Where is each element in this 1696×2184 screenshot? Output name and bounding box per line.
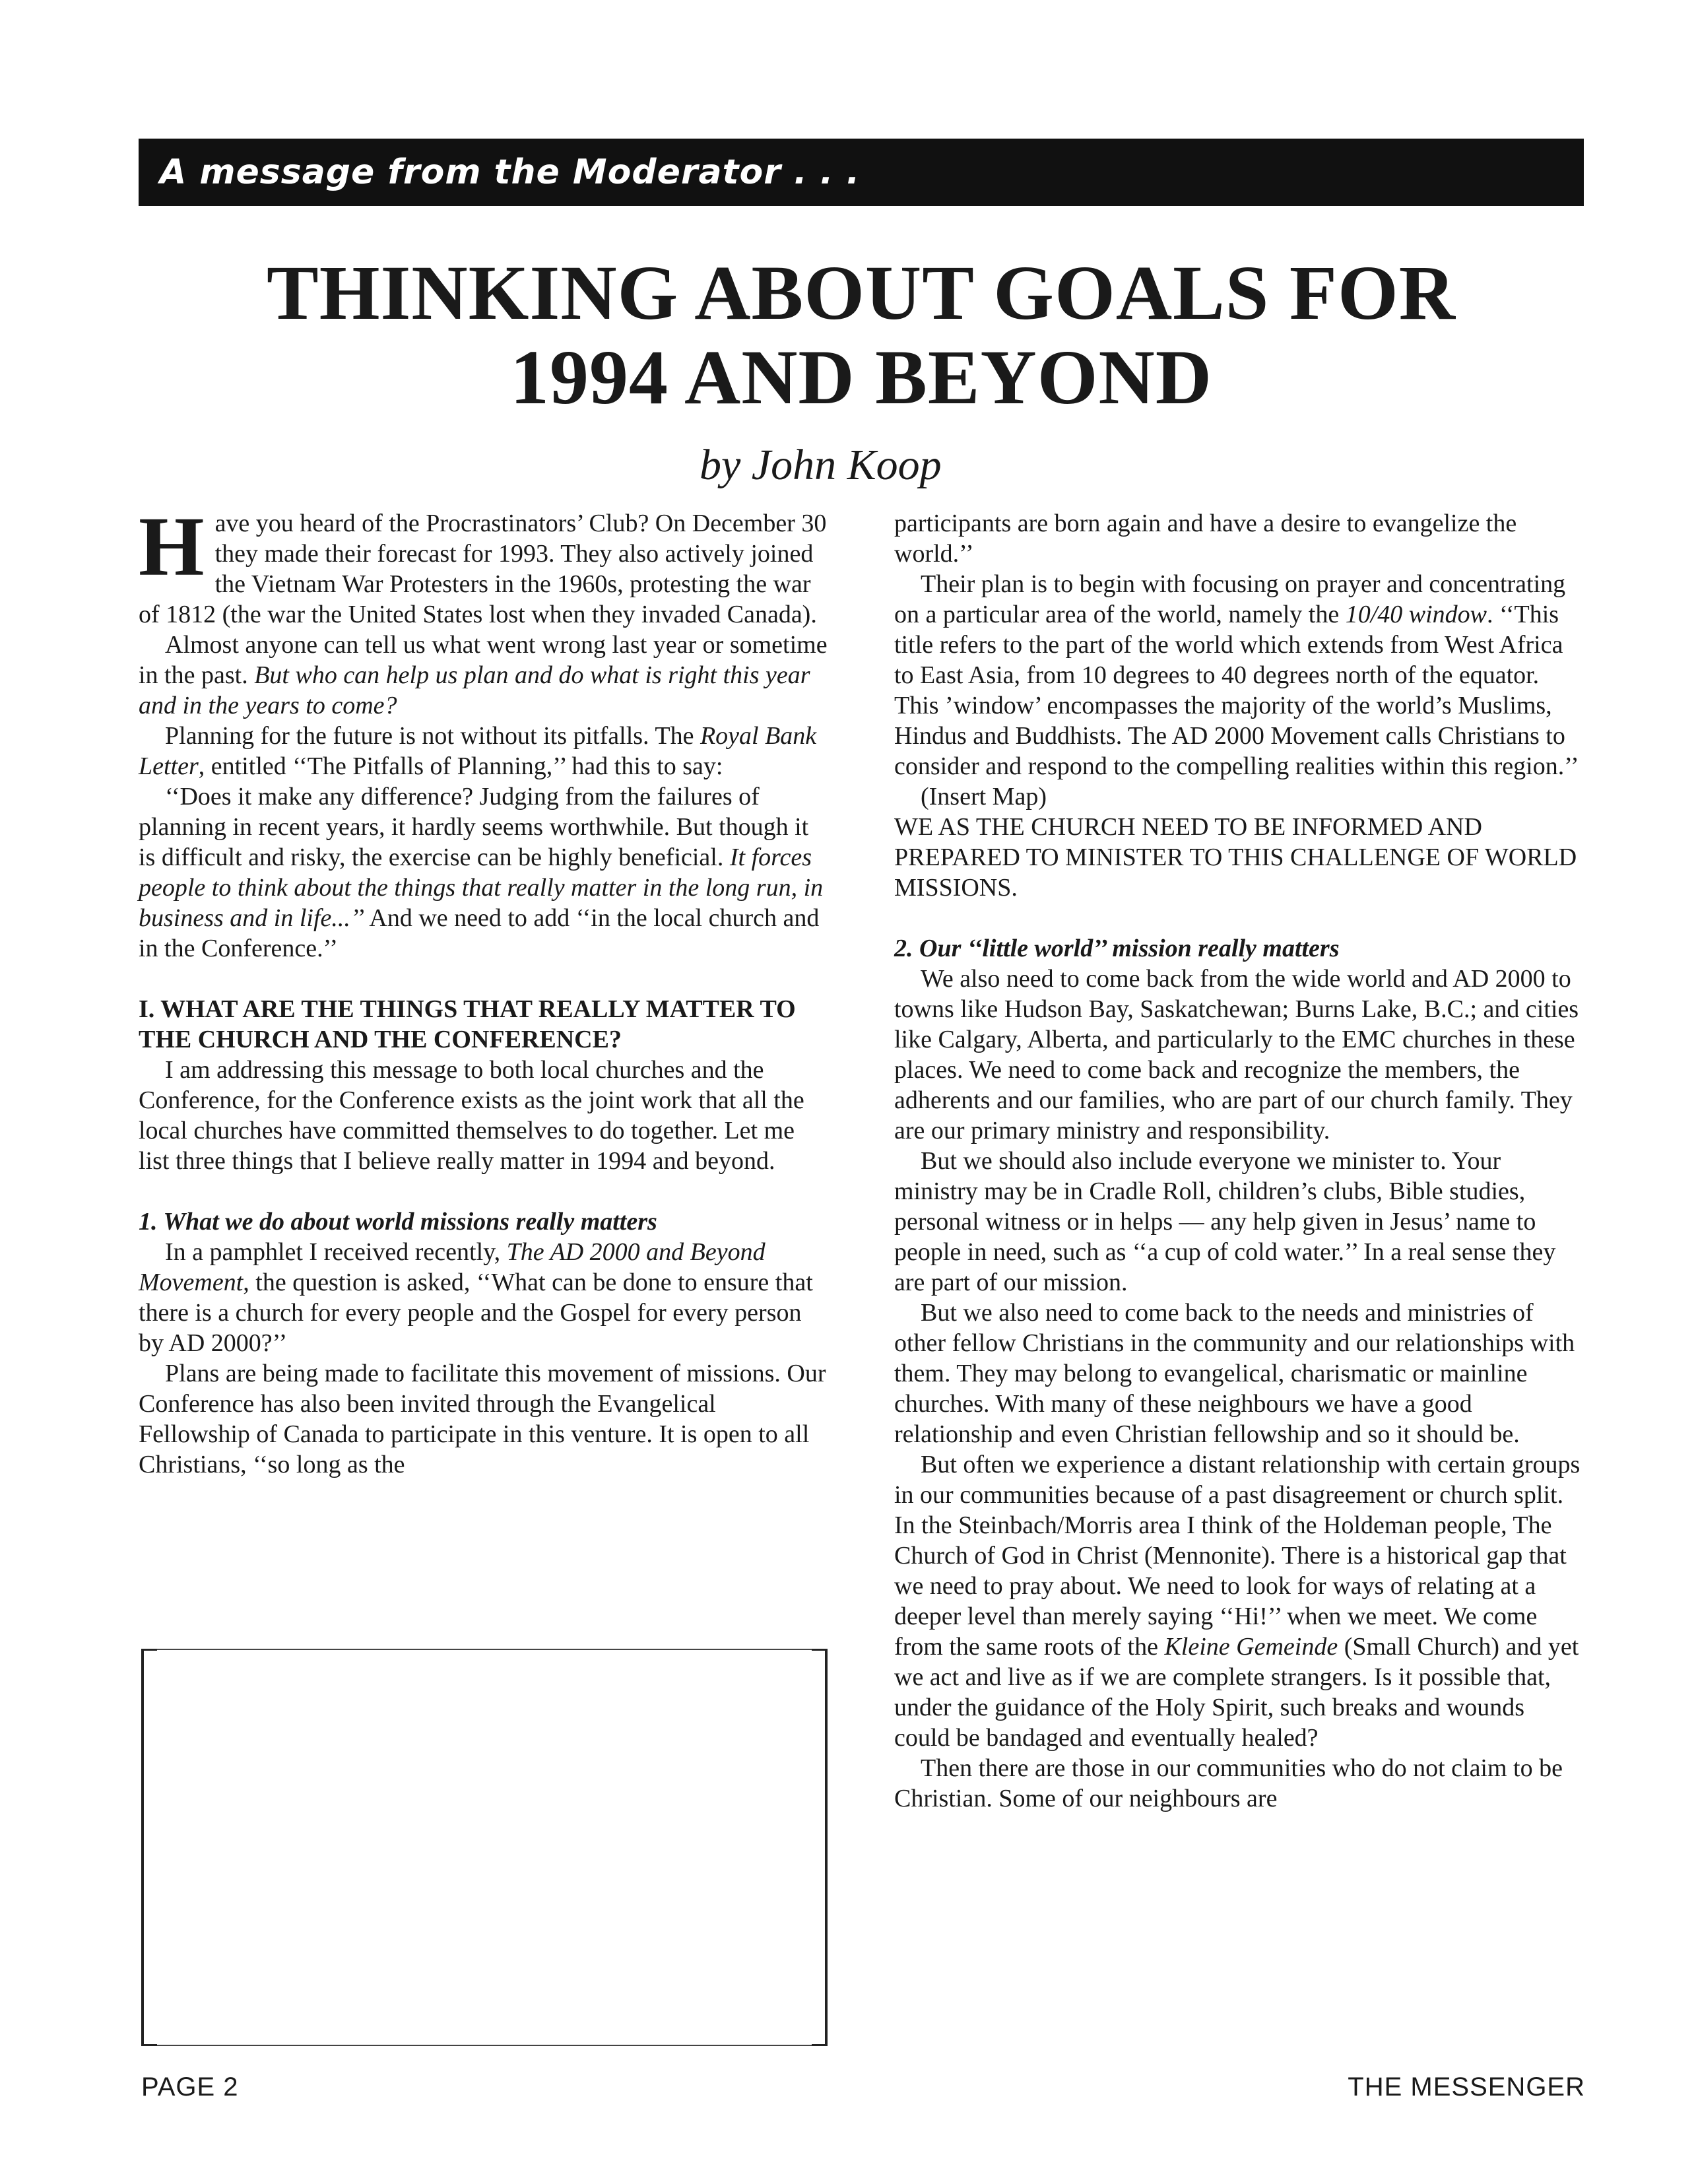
emphasis-text: 10/40 window — [1345, 601, 1487, 628]
right-column — [894, 508, 1584, 1814]
byline: by John Koop — [700, 441, 942, 489]
publication-title: Royal Bank Letter — [139, 722, 817, 780]
subheading: 2. Our ‘‘little world’’ mission really matters — [894, 935, 1340, 962]
publication-name: THE MESSENGER — [1348, 2072, 1585, 2101]
paragraph — [139, 500, 828, 630]
drop-cap: H — [139, 500, 205, 593]
paragraph-text: , entitled ‘‘The Pitfalls of Planning,’’ had this to say: — [198, 752, 723, 780]
publication-title: The AD 2000 and Beyond Movement — [139, 1238, 766, 1296]
paragraph: But we also need to come back to the needs and ministries of other fellow Christians in the community and our relationships with them. They may belong to evangelical, charismatic or mainline churches. With many of these neighbours we have a good relationship and even Christian fellowship and so it should be. — [894, 1299, 1575, 1448]
paragraph-text: Almost anyone can tell us what went wrong last year or sometime in the past. — [139, 631, 828, 689]
paragraph — [139, 721, 828, 781]
paragraph-text: . ‘‘This title refers to the part of the world which extends from West Africa to East Asia, from 10 degrees to 40 degrees north of the equator. This ’window’ encompasses the majority of the world’s Muslims, Hindus and Buddhists. The AD 2000 Movement calls Christians to consider and respond to the compelling realities within this region.’’ — [894, 601, 1579, 780]
emphasis-text: But who can help us plan and do what is right this year and in the years to come? — [139, 661, 810, 719]
paragraph: (Insert Map) — [921, 783, 1047, 811]
title-line-1: THINKING ABOUT GOALS FOR — [266, 249, 1456, 336]
paragraph — [894, 569, 1584, 781]
paragraph: WE AS THE CHURCH NEED TO BE INFORMED AND PREPARED TO MINISTER TO THIS CHALLENGE OF WORLD MISSIONS. — [894, 813, 1577, 902]
left-column — [139, 500, 828, 1480]
article-title — [139, 251, 1584, 420]
paragraph-text: ave you heard of the Procrastinators’ Club? On December 30 they made their forecast for 1993. They also actively joined the Vietnam War Protesters in the 1960s, protesting the war of 1812 (the war the United States lost when they invaded Canada). — [139, 510, 827, 628]
paragraph — [139, 630, 828, 721]
page-number: PAGE 2 — [141, 2072, 239, 2101]
map-insert-frame — [141, 1649, 828, 2046]
paragraph: I am addressing this message to both local churches and the Conference, for the Conference exists as the joint work that all the local churches have committed themselves to do together. Let me list three things that I believe really matter in 1994 and beyond. — [139, 1056, 804, 1175]
paragraph-text: ‘‘Does it make any difference? Judging from the failures of planning in recent years, it hardly seems worthwhile. But though it is difficult and risky, the exercise can be highly beneficial. — [139, 783, 809, 871]
emphasis-text: It forces people to think about the things that really matter in the long run, in business and in life...’’ — [139, 844, 824, 932]
paragraph-text: But often we experience a distant relationship with certain groups in our communities because of a past disagreement or church split. In the Steinbach/Morris area I think of the Holdeman people, The Church of God in Christ (Mennonite). There is a historical gap that we need to pray about. We need to look for ways of relating at a deeper level than merely saying ‘‘Hi!’’ when we meet. We come from the same roots of the — [894, 1451, 1581, 1661]
paragraph — [139, 1237, 828, 1358]
paragraph-text: , the question is asked, ‘‘What can be done to ensure that there is a church for every people and the Gospel for every person by AD 2000?’’ — [139, 1269, 813, 1357]
paragraph-text: Planning for the future is not without its pitfalls. The — [165, 722, 700, 750]
emphasis-text: Kleine Gemeinde — [1164, 1633, 1338, 1661]
paragraph-text: (Small Church) and yet we act and live as if we are complete strangers. Is it possible that, under the guidance of the Holy Spirit, such breaks and wounds could be bandaged and eventually healed? — [894, 1633, 1579, 1752]
subheading: 1. What we do about world missions really matters — [139, 1208, 657, 1236]
paragraph-text: Their plan is to begin with focusing on prayer and concentrating on a particular area of the world, namely the — [894, 570, 1566, 628]
paragraph: Then there are those in our communities who do not claim to be Christian. Some of our neighbours are — [894, 1754, 1563, 1812]
section-banner: A message from the Moderator . . . — [139, 139, 1584, 206]
paragraph: participants are born again and have a desire to evangelize the world.’’ — [894, 510, 1517, 568]
paragraph: But we should also include everyone we minister to. Your ministry may be in Cradle Roll, children’s clubs, Bible studies, personal witness or in helps — any help given in Jesus’ name to people in need, such as ‘‘a cup of cold water.’’ In a real sense they are part of our mission. — [894, 1147, 1556, 1296]
title-line-2: 1994 AND BEYOND — [510, 334, 1212, 420]
paragraph: Plans are being made to facilitate this movement of missions. Our Conference has also been invited through the Evangelical Fellowship of Canada to participate in this venture. It is open to all Christians, ‘‘so long as the — [139, 1360, 826, 1478]
paragraph — [894, 1449, 1584, 1753]
paragraph-text: And we need to add ‘‘in the local church and in the Conference.’’ — [139, 904, 820, 962]
paragraph-text: In a pamphlet I received recently, — [165, 1238, 507, 1266]
section-heading: I. WHAT ARE THE THINGS THAT REALLY MATTER TO THE CHURCH AND THE CONFERENCE? — [139, 995, 796, 1053]
paragraph: We also need to come back from the wide world and AD 2000 to towns like Hudson Bay, Saskatchewan; Burns Lake, B.C.; and cities like Calgary, Alberta, and particularly to the EMC churches in these places. We need to come back and recognize the members, the adherents and our families, who are part of our church family. They are our primary ministry and responsibility. — [894, 965, 1579, 1144]
paragraph — [139, 781, 828, 964]
